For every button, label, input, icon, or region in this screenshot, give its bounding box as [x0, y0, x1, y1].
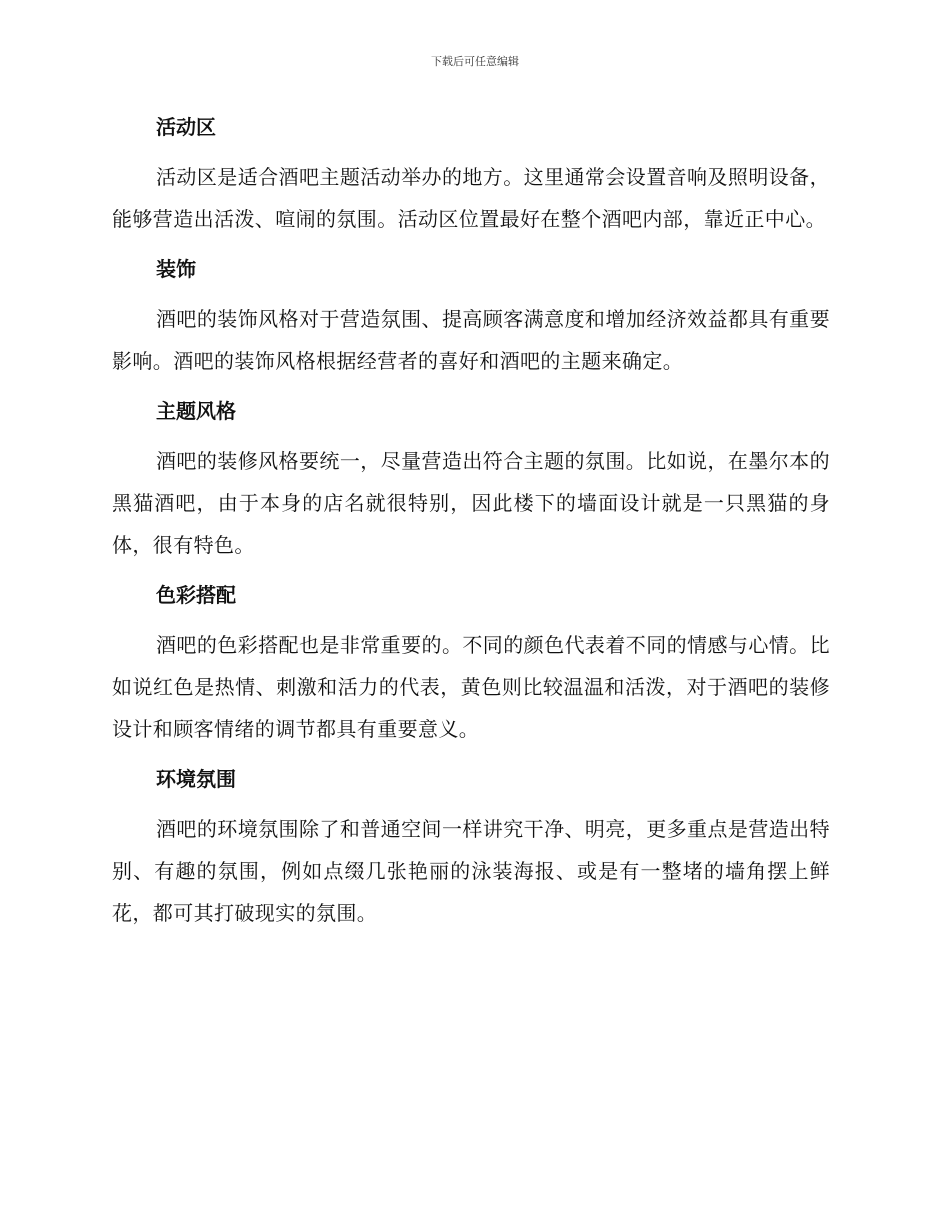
- section-paragraph-ambience: 酒吧的环境氛围除了和普通空间一样讲究干净、明亮，更多重点是营造出特别、有趣的氛围，例如点缀几张艳丽的泳装海报、或是有一整堵的墙角摆上鲜花，都可其打破现实的氛围。: [112, 817, 830, 925]
- section-heading-ambience: 环境氛围: [156, 767, 236, 791]
- section-heading-theme-style: 主题风格: [156, 399, 236, 423]
- section-heading-decoration: 装饰: [156, 257, 196, 281]
- section-paragraph-decoration: 酒吧的装饰风格对于营造氛围、提高顾客满意度和增加经济效益都具有重要影响。酒吧的装饰风格根据经营者的喜好和酒吧的主题来确定。: [112, 307, 830, 373]
- page-header: 下载后可任意编辑: [431, 55, 519, 68]
- section-paragraph-color-scheme: 酒吧的色彩搭配也是非常重要的。不同的颜色代表着不同的情感与心情。比如说红色是热情、刺激和活力的代表，黄色则比较温温和活泼，对于酒吧的装修设计和顾客情绪的调节都具有重要意义。: [112, 633, 830, 741]
- section-heading-activity-area: 活动区: [156, 115, 216, 139]
- section-heading-color-scheme: 色彩搭配: [156, 583, 236, 607]
- section-paragraph-activity-area: 活动区是适合酒吧主题活动举办的地方。这里通常会设置音响及照明设备，能够营造出活泼、喧闹的氛围。活动区位置最好在整个酒吧内部，靠近正中心。: [112, 165, 830, 231]
- section-paragraph-theme-style: 酒吧的装修风格要统一，尽量营造出符合主题的氛围。比如说，在墨尔本的黑猫酒吧，由于本身的店名就很特别，因此楼下的墙面设计就是一只黑猫的身体，很有特色。: [112, 449, 830, 557]
- document-body: [112, 108, 830, 944]
